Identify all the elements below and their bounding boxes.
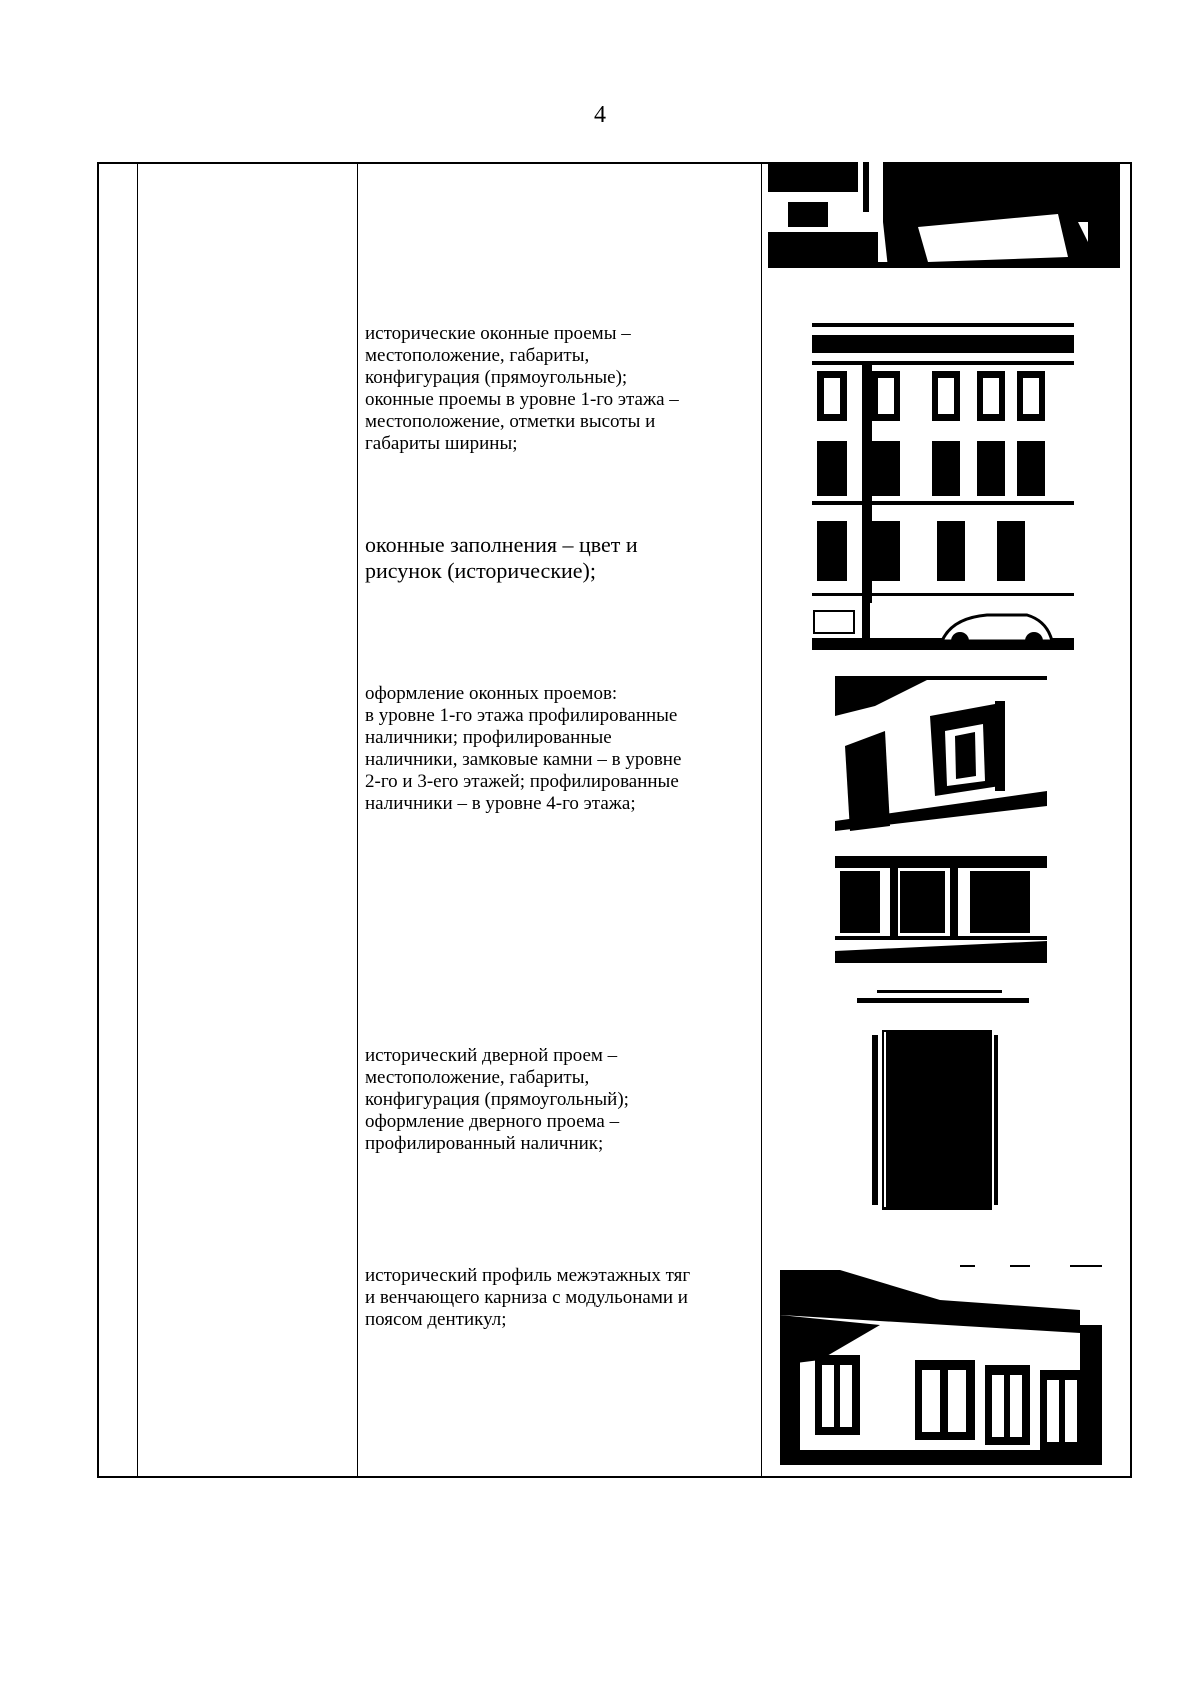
facade-windows-photo [812,323,1074,650]
table-column-divider [357,164,358,1476]
cornice-photo [780,1265,1102,1465]
door-opening-photo [852,990,1032,1220]
table-column-divider [761,164,762,1476]
window-trim-photo-top [835,676,1047,831]
window-openings-description: исторические оконные проемы – местоположение, габариты, конфигурация (прямоугольные); оконные проемы в уровне 1-го этажа – местоположение, отметки высоты и габариты ширины; [365,323,679,454]
cornice-profile-description: исторический профиль межэтажных тяг и венчающего карниза с модульонами и поясом дентикул; [365,1265,691,1330]
window-trim-photo-bottom [835,856,1047,963]
table-column-divider [137,164,138,1476]
window-trim-description: оформление оконных проемов: в уровне 1-го этажа профилированные наличники; профилированные наличники, замковые камни – в уровне 2-го и 3-его этажей; профилированные наличники – в уровне 4-го этажа; [365,683,682,814]
door-opening-description: исторический дверной проем – местоположение, габариты, конфигурация (прямоугольный); оформление дверного проема – профилированный наличник; [365,1045,629,1154]
page-number: 4 [594,102,606,128]
building-corner-photo [768,162,1120,268]
window-fillings-description: оконные заполнения – цвет и рисунок (исторические); [365,532,638,583]
